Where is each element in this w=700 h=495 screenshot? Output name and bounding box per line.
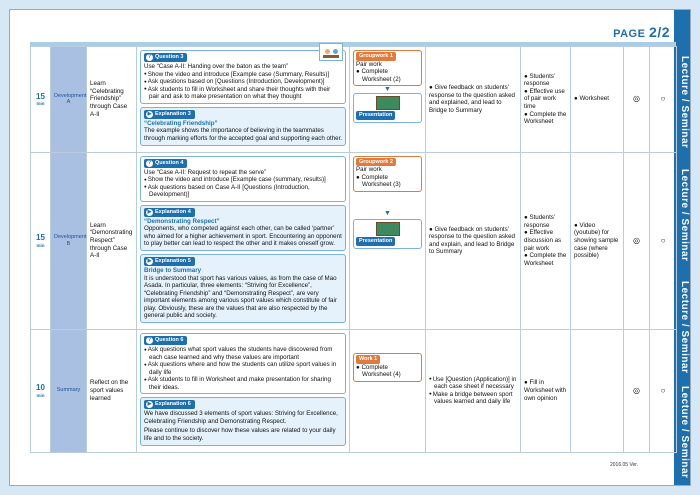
minutes-cell: 10 min — [31, 329, 51, 452]
question-card — [140, 156, 346, 202]
evaluation-item: ● Complete the Worksheet — [524, 252, 567, 267]
question-card — [140, 50, 346, 104]
question-tag: ? Question 6 — [144, 336, 187, 345]
stage-cell: Development B — [51, 152, 87, 329]
explanation-text: Opponents, who competed against each other, can be called ‘partner’ who aimed for a higher achievement in sport. Encountering an opponent to play better can lead to respect the other and it makes oneself grow. — [144, 225, 342, 248]
speaker-icon: ▶ — [147, 208, 152, 215]
work-tag: Work 1 — [356, 355, 380, 364]
objective-cell: Learn “Celebrating Friendship” through Case A-II — [87, 47, 137, 153]
explanation-text: The example shows the importance of believing in the teammates through marking efforts for the accepted goal and supporting each other. — [144, 127, 343, 142]
speaker-icon: ▶ — [147, 258, 152, 264]
work-line: ● Complete — [356, 363, 388, 371]
blackboard-illustration — [376, 222, 400, 236]
material-cell — [571, 329, 624, 452]
activity-cell — [137, 152, 350, 329]
material-cell: ● Video (youtube) for showing sample case (where possible) — [571, 152, 624, 329]
work-line: Worksheet (4) — [362, 371, 401, 379]
presentation-box — [353, 93, 422, 123]
mark-double-circle: ◎ — [624, 152, 650, 329]
evaluation-cell — [521, 47, 571, 153]
feedback-cell: ● Give feedback on students’ response to the question asked and explained, and lead to Bridge to Summary — [426, 47, 521, 153]
material-cell: ● Worksheet — [571, 47, 624, 153]
sidebar-label: Lecture / Seminar — [679, 280, 690, 374]
explanation-card — [140, 397, 346, 445]
question-bullet: ● Ask students to fill in Worksheet and share their thoughts with their pair and ask to make presentation on what they thought — [144, 86, 342, 101]
presentation-tag: Presentation — [356, 237, 395, 246]
explanation-heading: “Demonstrating Respect” — [144, 217, 220, 225]
presentation-tag: Presentation — [356, 111, 395, 120]
groupwork-line: ● Complete — [356, 68, 388, 76]
groupwork-line: ● Complete — [356, 173, 388, 181]
mark-circle: ○ — [650, 329, 677, 452]
evaluation-item: ● Students’ response — [524, 72, 556, 88]
explanation-text: It is understood that sport has various values, as from the case of Mao Asada. In particular, three elements: “Striving for Excellence”, “Celebrating Friendship” and “Demonstrating Respect”, are very important elements among various sport values which constitute of fair play. Obviously, these are the values that are also respected by the general public and society. — [144, 274, 337, 320]
evaluation-item: ● Effective use of pair work time — [524, 87, 565, 111]
minutes-cell: 15 min — [31, 152, 51, 329]
question-tag: ? Question 4 — [144, 159, 187, 168]
groupwork-line: Pair work — [356, 166, 382, 174]
explanation-tag: ▶ Explanation 5 — [144, 257, 195, 266]
question-bullet: ● Show the video and introduce [Example case (Summary, Results)] — [144, 71, 342, 79]
objective-cell: Learn “Demonstrating Respect” through Case A-II — [87, 152, 137, 329]
explanation-heading: “Celebrating Friendship” — [144, 119, 218, 127]
question-text: Use “Case A-II: Request to repeat the serve” — [144, 168, 267, 176]
question-bullet: ● Show the video and introduce [Example case (summary, results)] — [144, 176, 342, 184]
explanation-tag: ▶ Explanation 3 — [144, 110, 195, 119]
lesson-table — [30, 46, 677, 453]
question-card — [140, 333, 346, 394]
feedback-cell — [426, 329, 521, 452]
mark-double-circle: ◎ — [624, 329, 650, 452]
stage-cell: Summary — [51, 329, 87, 452]
explanation-heading: Bridge to Summary — [144, 267, 202, 274]
version-label: 2016.05 Ver. — [610, 462, 639, 468]
classroom-illustration — [319, 43, 343, 61]
sidebar-label: Lecture / Seminar — [679, 385, 690, 479]
evaluation-cell — [521, 329, 571, 452]
stage-cell: Development A — [51, 47, 87, 153]
activity-cell — [137, 329, 350, 452]
evaluation-item: ● Fill in Worksheet with own opinion — [524, 379, 567, 402]
evaluation-item: ● Effective discussion as pair work — [524, 229, 562, 252]
question-tag: ? Question 3 — [144, 53, 187, 62]
explanation-text: Please continue to discover how these values are related to your daily life and to the society. — [144, 427, 336, 442]
feedback-cell: ● Give feedback on students’ response to the question asked and explain, and lead to Bridge to Summary — [426, 152, 521, 329]
sidebar-label: Lecture / Seminar — [679, 56, 690, 149]
speaker-icon: ▶ — [147, 401, 152, 408]
question-bullet: ● Ask questions based on [Questions (Introduction, Development)] — [144, 78, 342, 86]
table-row — [31, 152, 677, 329]
question-bullet: ● Ask questions where and how the students can utilize sport values in daily life — [144, 361, 342, 376]
mark-circle: ○ — [650, 47, 677, 153]
question-bullet: ● Ask questions based on Case A-II [Questions (Introduction, Development)] — [144, 184, 342, 199]
question-text: Use “Case A-II: Handing over the baton as the team” — [144, 63, 289, 70]
evaluation-item: ● Students’ response — [524, 214, 556, 229]
table-row — [31, 329, 677, 452]
table-row — [31, 47, 677, 153]
groupwork-box — [353, 156, 422, 192]
explanation-text: We have discussed 3 elements of sport values: Striving for Excellence, Celebrating Friendship and Demonstrating Respect. — [144, 410, 338, 425]
explanation-tag: ▶ Explanation 4 — [144, 208, 195, 217]
objective-cell: Reflect on the sport values learned — [87, 329, 137, 452]
explanation-tag: ▶ Explanation 6 — [144, 400, 195, 409]
question-icon: ? — [147, 336, 152, 343]
question-bullet: ● Ask questions what sport values the students have discovered from each case learned and why these values are important — [144, 346, 342, 361]
groupwork-line: Pair work — [356, 60, 382, 68]
explanation-card — [140, 254, 346, 323]
question-icon: ? — [147, 54, 152, 60]
explanation-card — [140, 205, 346, 251]
sidebar-label: Lecture / Seminar — [679, 168, 690, 262]
evaluation-item: ● Complete the Worksheet — [524, 110, 567, 126]
groupwork-line: Worksheet (3) — [362, 181, 401, 189]
question-bullet: ● Ask students to fill in Worksheet and make presentation for sharing their ideas. — [144, 376, 342, 391]
work-box — [353, 353, 422, 382]
explanation-card — [140, 107, 346, 146]
lesson-plan-page — [9, 9, 691, 486]
work-cell — [350, 329, 426, 452]
mark-circle: ○ — [650, 152, 677, 329]
page-indicator: PAGE 2/2 — [613, 24, 670, 40]
feedback-bullet: ● Make a bridge between sport values learned and daily life — [429, 391, 517, 406]
arrow-down-icon: ▼ — [384, 86, 391, 94]
speaker-icon: ▶ — [147, 110, 152, 117]
groupwork-box — [353, 50, 422, 86]
mark-double-circle: ◎ — [624, 47, 650, 153]
presentation-box — [353, 219, 422, 249]
blackboard-illustration — [376, 96, 400, 110]
question-icon: ? — [147, 159, 152, 166]
groupwork-tag: Groupwork 1 — [356, 52, 396, 61]
groupwork-line: Worksheet (2) — [362, 75, 401, 83]
minutes-cell: 15 min — [31, 47, 51, 153]
activity-cell — [137, 47, 350, 153]
evaluation-cell — [521, 152, 571, 329]
work-cell — [350, 152, 426, 329]
work-cell — [350, 47, 426, 153]
groupwork-tag: Groupwork 2 — [356, 158, 396, 167]
feedback-bullet: ● Use [Question (Application)] in each case sheet if necessary — [429, 376, 517, 391]
arrow-down-icon: ▼ — [384, 209, 391, 217]
